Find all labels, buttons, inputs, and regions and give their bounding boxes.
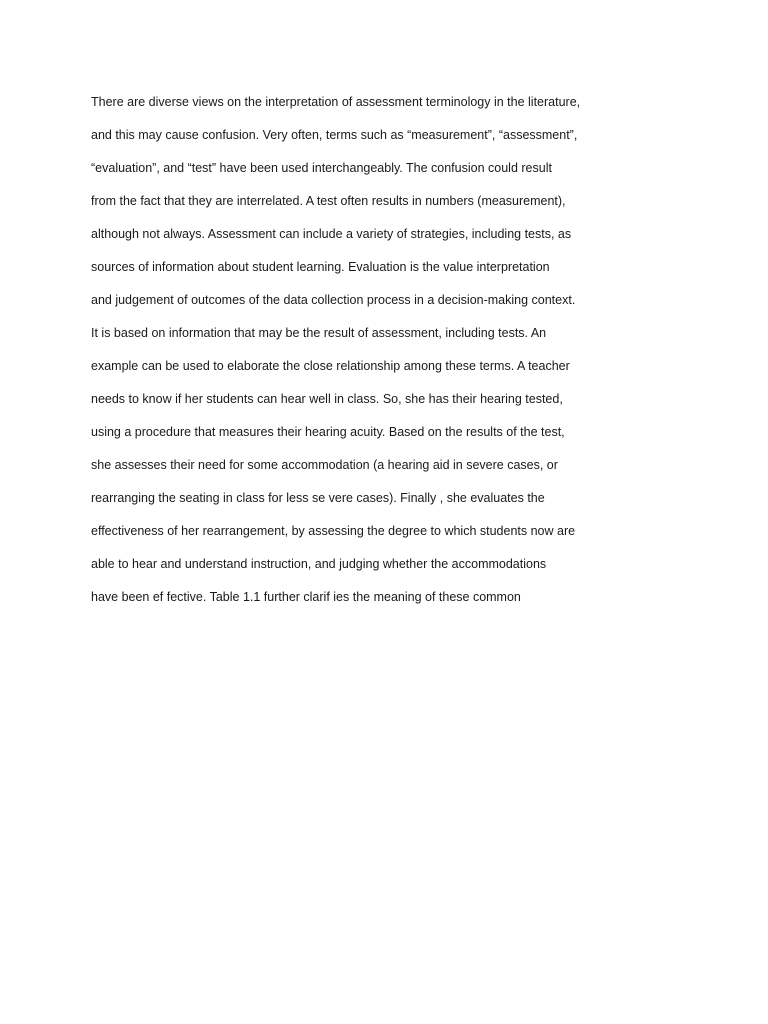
paragraph-line: “evaluation”, and “test” have been used interchangeably. The confusion could result — [91, 161, 552, 175]
paragraph-line: from the fact that they are interrelated. A test often results in numbers (measurement), — [91, 194, 566, 208]
paragraph-line: and this may cause confusion. Very often, terms such as “measurement”, “assessment”, — [91, 128, 578, 142]
paragraph-line: have been ef fective. Table 1.1 further clarif ies the meaning of these common — [91, 590, 521, 604]
paragraph-line: she assesses their need for some accommodation (a hearing aid in severe cases, or — [91, 458, 558, 472]
paragraph-line: effectiveness of her rearrangement, by assessing the degree to which students now are — [91, 524, 576, 538]
paragraph-line: needs to know if her students can hear well in class. So, she has their hearing tested, — [91, 392, 563, 406]
paragraph-line: able to hear and understand instruction, and judging whether the accommodations — [91, 557, 547, 571]
paragraph-line: rearranging the seating in class for less se vere cases). Finally , she evaluates the — [91, 491, 545, 505]
paragraph-line: using a procedure that measures their hearing acuity. Based on the results of the test, — [91, 425, 565, 439]
paragraph-line: example can be used to elaborate the close relationship among these terms. A teacher — [91, 359, 570, 373]
body-paragraph — [91, 91, 691, 619]
paragraph-line: There are diverse views on the interpretation of assessment terminology in the literature, — [91, 95, 581, 109]
paragraph-line: although not always. Assessment can include a variety of strategies, including tests, as — [91, 227, 572, 241]
paragraph-line: It is based on information that may be the result of assessment, including tests. An — [91, 326, 547, 340]
paragraph-line: sources of information about student learning. Evaluation is the value interpretation — [91, 260, 550, 274]
paragraph-line: and judgement of outcomes of the data collection process in a decision-making context. — [91, 293, 576, 307]
